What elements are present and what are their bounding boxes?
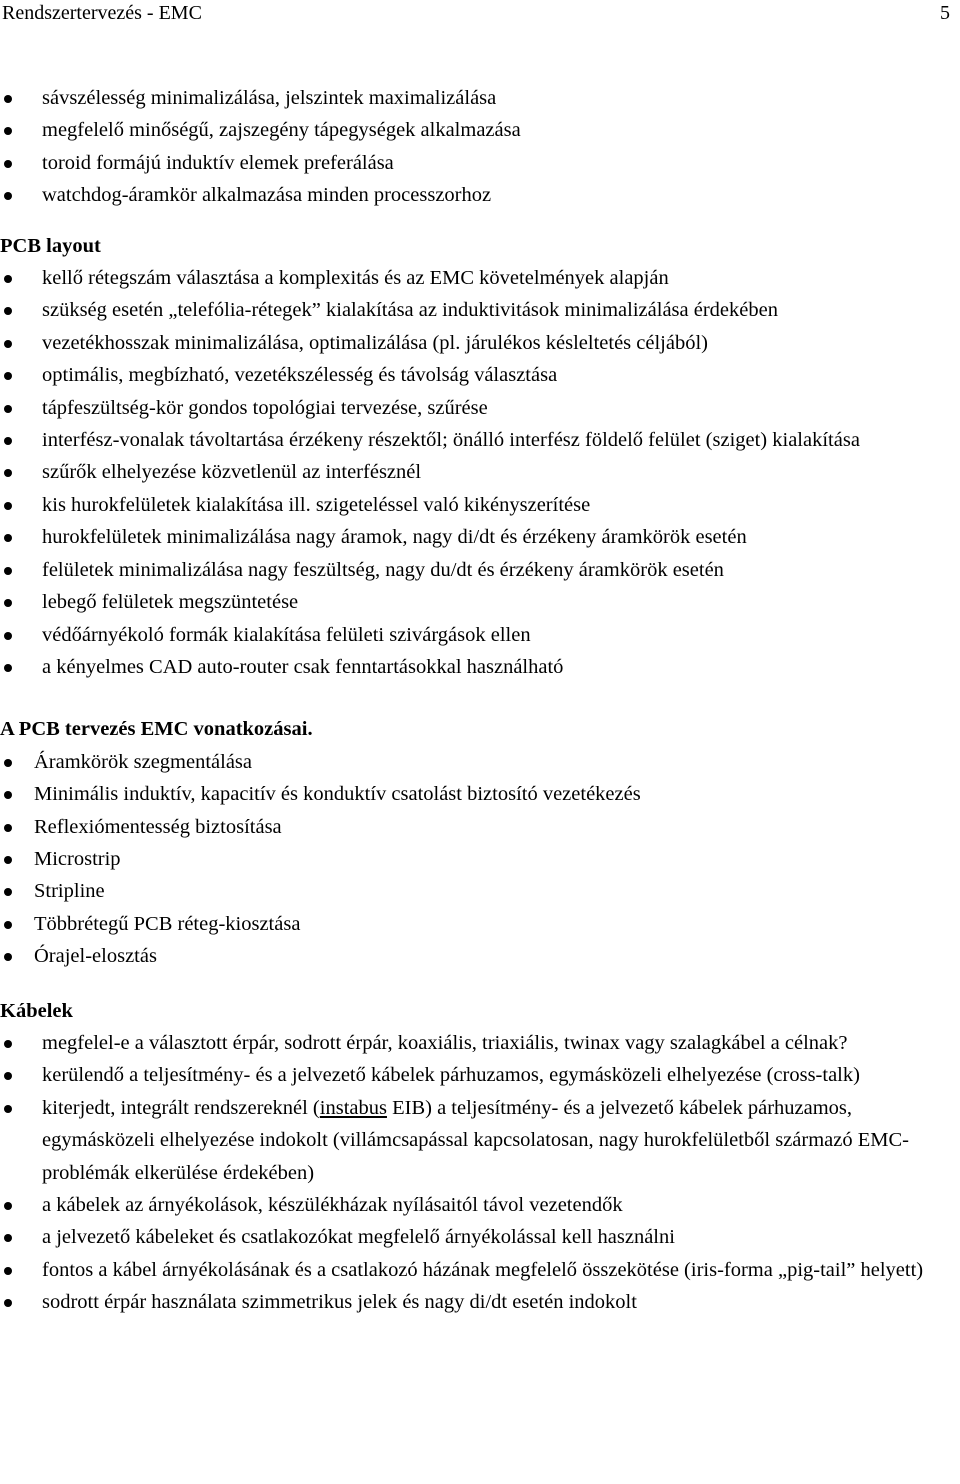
intro-list	[0, 82, 960, 212]
item-text-eib: EIB	[386, 1096, 426, 1119]
list-item: hurokfelületek minimalizálása nagy áramok, nagy di/dt és érzékeny áramkörök esetén	[0, 521, 960, 553]
list-item: fontos a kábel árnyékolásának és a csatlakozó házának megfelelő összekötése (iris-forma „pig-tail” helyett)	[0, 1254, 960, 1286]
list-item: megfelel-e a választott érpár, sodrott érpár, koaxiális, triaxiális, twinax vagy szalagkábel a célnak?	[0, 1027, 960, 1059]
cables-list	[0, 1027, 960, 1319]
document-body	[0, 82, 960, 1319]
list-item: Órajel-elosztás	[0, 940, 960, 972]
instabus-link[interactable]: instabus	[319, 1096, 387, 1119]
header-title: Rendszertervezés - EMC	[2, 2, 202, 24]
list-item: megfelelő minőségű, zajszegény tápegységek alkalmazása	[0, 114, 960, 146]
list-item: kerülendő a teljesítmény- és a jelvezető kábelek párhuzamos, egymásközeli elhelyezése (cross-talk)	[0, 1059, 960, 1091]
pcb-layout-list	[0, 262, 960, 683]
page-header	[0, 0, 960, 28]
list-item: interfész-vonalak távoltartása érzékeny részektől; önálló interfész földelő felület (sziget) kialakítása	[0, 424, 960, 456]
list-item	[0, 1092, 960, 1189]
section-heading-cables: Kábelek	[0, 999, 73, 1022]
list-item: tápfeszültség-kör gondos topológiai tervezése, szűrése	[0, 392, 960, 424]
list-item: szükség esetén „telefólia-rétegek” kialakítása az induktivitások minimalizálása érdekében	[0, 294, 960, 326]
list-item: watchdog-áramkör alkalmazása minden processzorhoz	[0, 179, 960, 211]
item-text-after: ) a teljesítmény- és a jelvezető kábelek párhuzamos, egymásközeli elhelyezése indokolt (villámcsapással kapcsolatosan, nagy hurokfelületből származó EMC-problémák elkerülése érdekében)	[42, 1096, 909, 1184]
item-text-before: kiterjedt, integrált rendszereknél (	[42, 1096, 320, 1119]
list-item: Minimális induktív, kapacitív és konduktív csatolást biztosító vezetékezés	[0, 778, 960, 810]
list-item: Microstrip	[0, 843, 960, 875]
list-item: a kényelmes CAD auto-router csak fenntartásokkal használható	[0, 651, 960, 683]
list-item: toroid formájú induktív elemek preferálása	[0, 147, 960, 179]
list-item: Többrétegű PCB réteg-kiosztása	[0, 908, 960, 940]
list-item: Stripline	[0, 875, 960, 907]
pcb-emc-list	[0, 746, 960, 973]
page-number: 5	[940, 2, 950, 24]
list-item: sávszélesség minimalizálása, jelszintek maximalizálása	[0, 82, 960, 114]
list-item: vezetékhosszak minimalizálása, optimalizálása (pl. járulékos késleltetés céljából)	[0, 327, 960, 359]
list-item: kellő rétegszám választása a komplexitás és az EMC követelmények alapján	[0, 262, 960, 294]
list-item: sodrott érpár használata szimmetrikus jelek és nagy di/dt esetén indokolt	[0, 1286, 960, 1318]
list-item: kis hurokfelületek kialakítása ill. szigeteléssel való kikényszerítése	[0, 489, 960, 521]
list-item: Áramkörök szegmentálása	[0, 746, 960, 778]
list-item: szűrők elhelyezése közvetlenül az interfésznél	[0, 456, 960, 488]
list-item: felületek minimalizálása nagy feszültség, nagy du/dt és érzékeny áramkörök esetén	[0, 554, 960, 586]
list-item: optimális, megbízható, vezetékszélesség és távolság választása	[0, 359, 960, 391]
section-heading-pcb-layout: PCB layout	[0, 234, 101, 257]
list-item: lebegő felületek megszüntetése	[0, 586, 960, 618]
list-item: Reflexiómentesség biztosítása	[0, 811, 960, 843]
list-item: védőárnyékoló formák kialakítása felületi szivárgások ellen	[0, 619, 960, 651]
section-heading-pcb-emc: A PCB tervezés EMC vonatkozásai.	[0, 718, 313, 741]
list-item: a kábelek az árnyékolások, készülékházak nyílásaitól távol vezetendők	[0, 1189, 960, 1221]
list-item: a jelvezető kábeleket és csatlakozókat megfelelő árnyékolással kell használni	[0, 1221, 960, 1253]
